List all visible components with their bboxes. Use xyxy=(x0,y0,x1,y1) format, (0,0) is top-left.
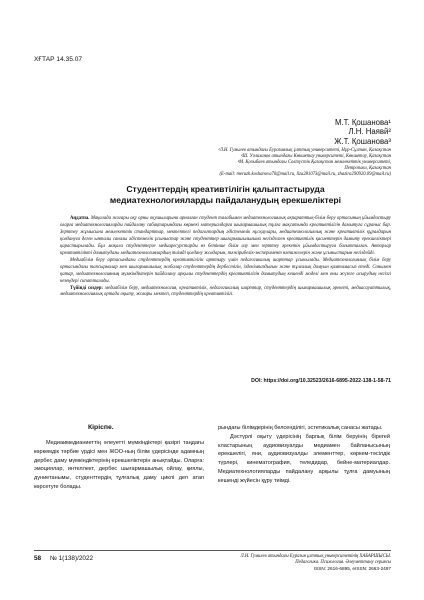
body-column-left xyxy=(34,439,204,492)
abstract-text: Мақалада жоғары оқу орны оқушыларына арналған студент талабымен медиатехнологиялық ақпараттық-білім беру ортасының ұйымдастыру оларға медиатехнологияларды пайдалану сабақтарындағы көрмекі материалдарға шығармашылық тұлға мақсатында креативтілігін дамытуға сұраныс бар. Зерттеу жұмысына мемлекеттік стандарттар, мектептегі педагогтардың әдістемелік нұсқаулары, медиатехнологиялық және креативтілік құралдарын қолдануға деген ынталы саналы әдістемелік ұсыныстар және студенттер шығармашылығына негізделген креативтілік қасиеттерін дамыту ерекшеліктері қарастырылады. Бұл мақала студенттерге медиаресурстарды өз бетінше білім алу мен зерттеу әрекетін ұйымдастыруға бағытталған. Авторлар креативтілікті дамытудағы медиатехнологиялардың тиімді қолдану жолдарын, тәжірибелік-эксперимент нәтижелерін және ұсыныстарын негіздейді. xyxy=(60,216,391,256)
affiliation: Петропавл, Қазақстан xyxy=(344,166,391,172)
abstract xyxy=(60,216,391,299)
doi-link[interactable]: DOI: https://doi.org/10.32523/2616-6895-2022-138-1-58-71 xyxy=(251,378,391,384)
affiliation: ²Ш. Уәлиханов атындағы Көкшетау университеті, Көкшетау, Қазақстан xyxy=(240,154,391,160)
body-paragraph: Дәстүрлі оқыту үдерісінің барлық білім беруінің бірегей кластарының аудиовизуалды медиамен байланысының ерекшелігі, яни, аудиовизуалды элементтер, көркем-тәсілдік түрлері, кинематография, теледидар, бейне-материалдар. Медиатехнологияларды пайдалану арқылы тұлға дамуының кешенді жүйесін құру тиімді. xyxy=(218,433,390,484)
author-name: Ж.Т. Қошанова³ xyxy=(334,136,391,146)
affiliation: ³М. Қозыбаев атындағы Солтүстік Қазақстан мемлекеттік университеті, xyxy=(237,160,391,166)
author-name: М.Т. Қошанова¹ xyxy=(335,118,391,127)
journal-title: Л.Н. Гумилев атындағы Еуразия ұлттық университетінің ХАБАРШЫСЫ. xyxy=(240,554,391,559)
abstract-paragraph: Медиабілім беру ортасындағы студенттердің креативтілігін арттыру үшін педагогикалық шарттар ұсынылады. Медиатехнологиялық білім беру ортасындағы тапсырмалар мен шығармашылық жобалар студенттердің дербестігін, ізденімпаздығын және тұлғалық дамуын қамтамасыз етеді. Сонымен қатар, медиатехнологияның мүмкіндіктерін пайдалану арқылы студенттердің креативтілігін дамытудың кешенді моделі мен оны жүзеге асырудың негізгі кезеңдері сипатталады. xyxy=(60,257,391,284)
body-paragraph: рындағы білімдерінің белсенділігі, эстетикалық санасы жатады. xyxy=(218,425,383,431)
body-column-right xyxy=(218,424,390,485)
keywords-text: медиабілім беру, медиатехнология, креативтілік, педагогикалық шарттар, студенттердің шығармашылық әрекеті, медиасауаттылық, медиатехнологиялық ортада оқыту, жоғары мектеп, студенттердің креативтілігі. xyxy=(60,285,391,298)
issue-number: № 1(138)/2022 xyxy=(50,555,94,562)
classification-code: ХҒТАР 14.35.07 xyxy=(34,56,83,63)
affiliations xyxy=(131,148,391,178)
author-name: Л.Н. Наявй² xyxy=(348,127,391,137)
author-list xyxy=(334,118,391,146)
section-heading: Кіріспе. xyxy=(88,424,114,431)
affiliation: ¹Л.Н. Гумилев атындағы Еуразиялық ұлттық университеті, Нұр-Сұлтан, Қазақстан xyxy=(218,148,391,153)
author-emails: (E-mail: meruzh.koshanova70@mail.ru, liza281073@mail.ru, zhazira290920.09@mail.ru) xyxy=(219,172,391,178)
title-line: Студенттердің креативтілігін қалыптастыруда xyxy=(126,184,325,194)
abstract-paragraph xyxy=(60,216,391,258)
journal-name xyxy=(240,554,391,566)
keywords-label: Түйінді сөздер: xyxy=(70,285,104,291)
title-line: медиатехнологияларды пайдаланудың ерекшеліктері xyxy=(109,194,342,205)
journal-series: Педагогика. Психология. Әлеуметтану сериясы xyxy=(295,559,391,565)
footer-divider xyxy=(34,550,391,551)
abstract-label: Аңдатпа. xyxy=(70,216,90,221)
paper-title xyxy=(60,184,391,205)
issn: ISSN: 2616-6895, eISSN: 2663-2497 xyxy=(313,566,391,571)
keywords xyxy=(60,286,391,300)
body-paragraph: Медиаимедианиеттің әлеуетті мүмкіндіктері қазіргі таңдағы көркемдік тәрбие үрдісі мен ЖОО-ның білім үдерісінде адамның дербес даму мүмкіндіктерінің ерекшеліктерін анықтайды. Оларға: эмоциялар, интеллект, дербес шығармашылық ойлау, қиялы, дүниетанымы, студенттердің тұлғалық даму циклі деп атап көрсетуге болады. xyxy=(34,440,204,490)
page-number: 58 xyxy=(34,555,42,562)
